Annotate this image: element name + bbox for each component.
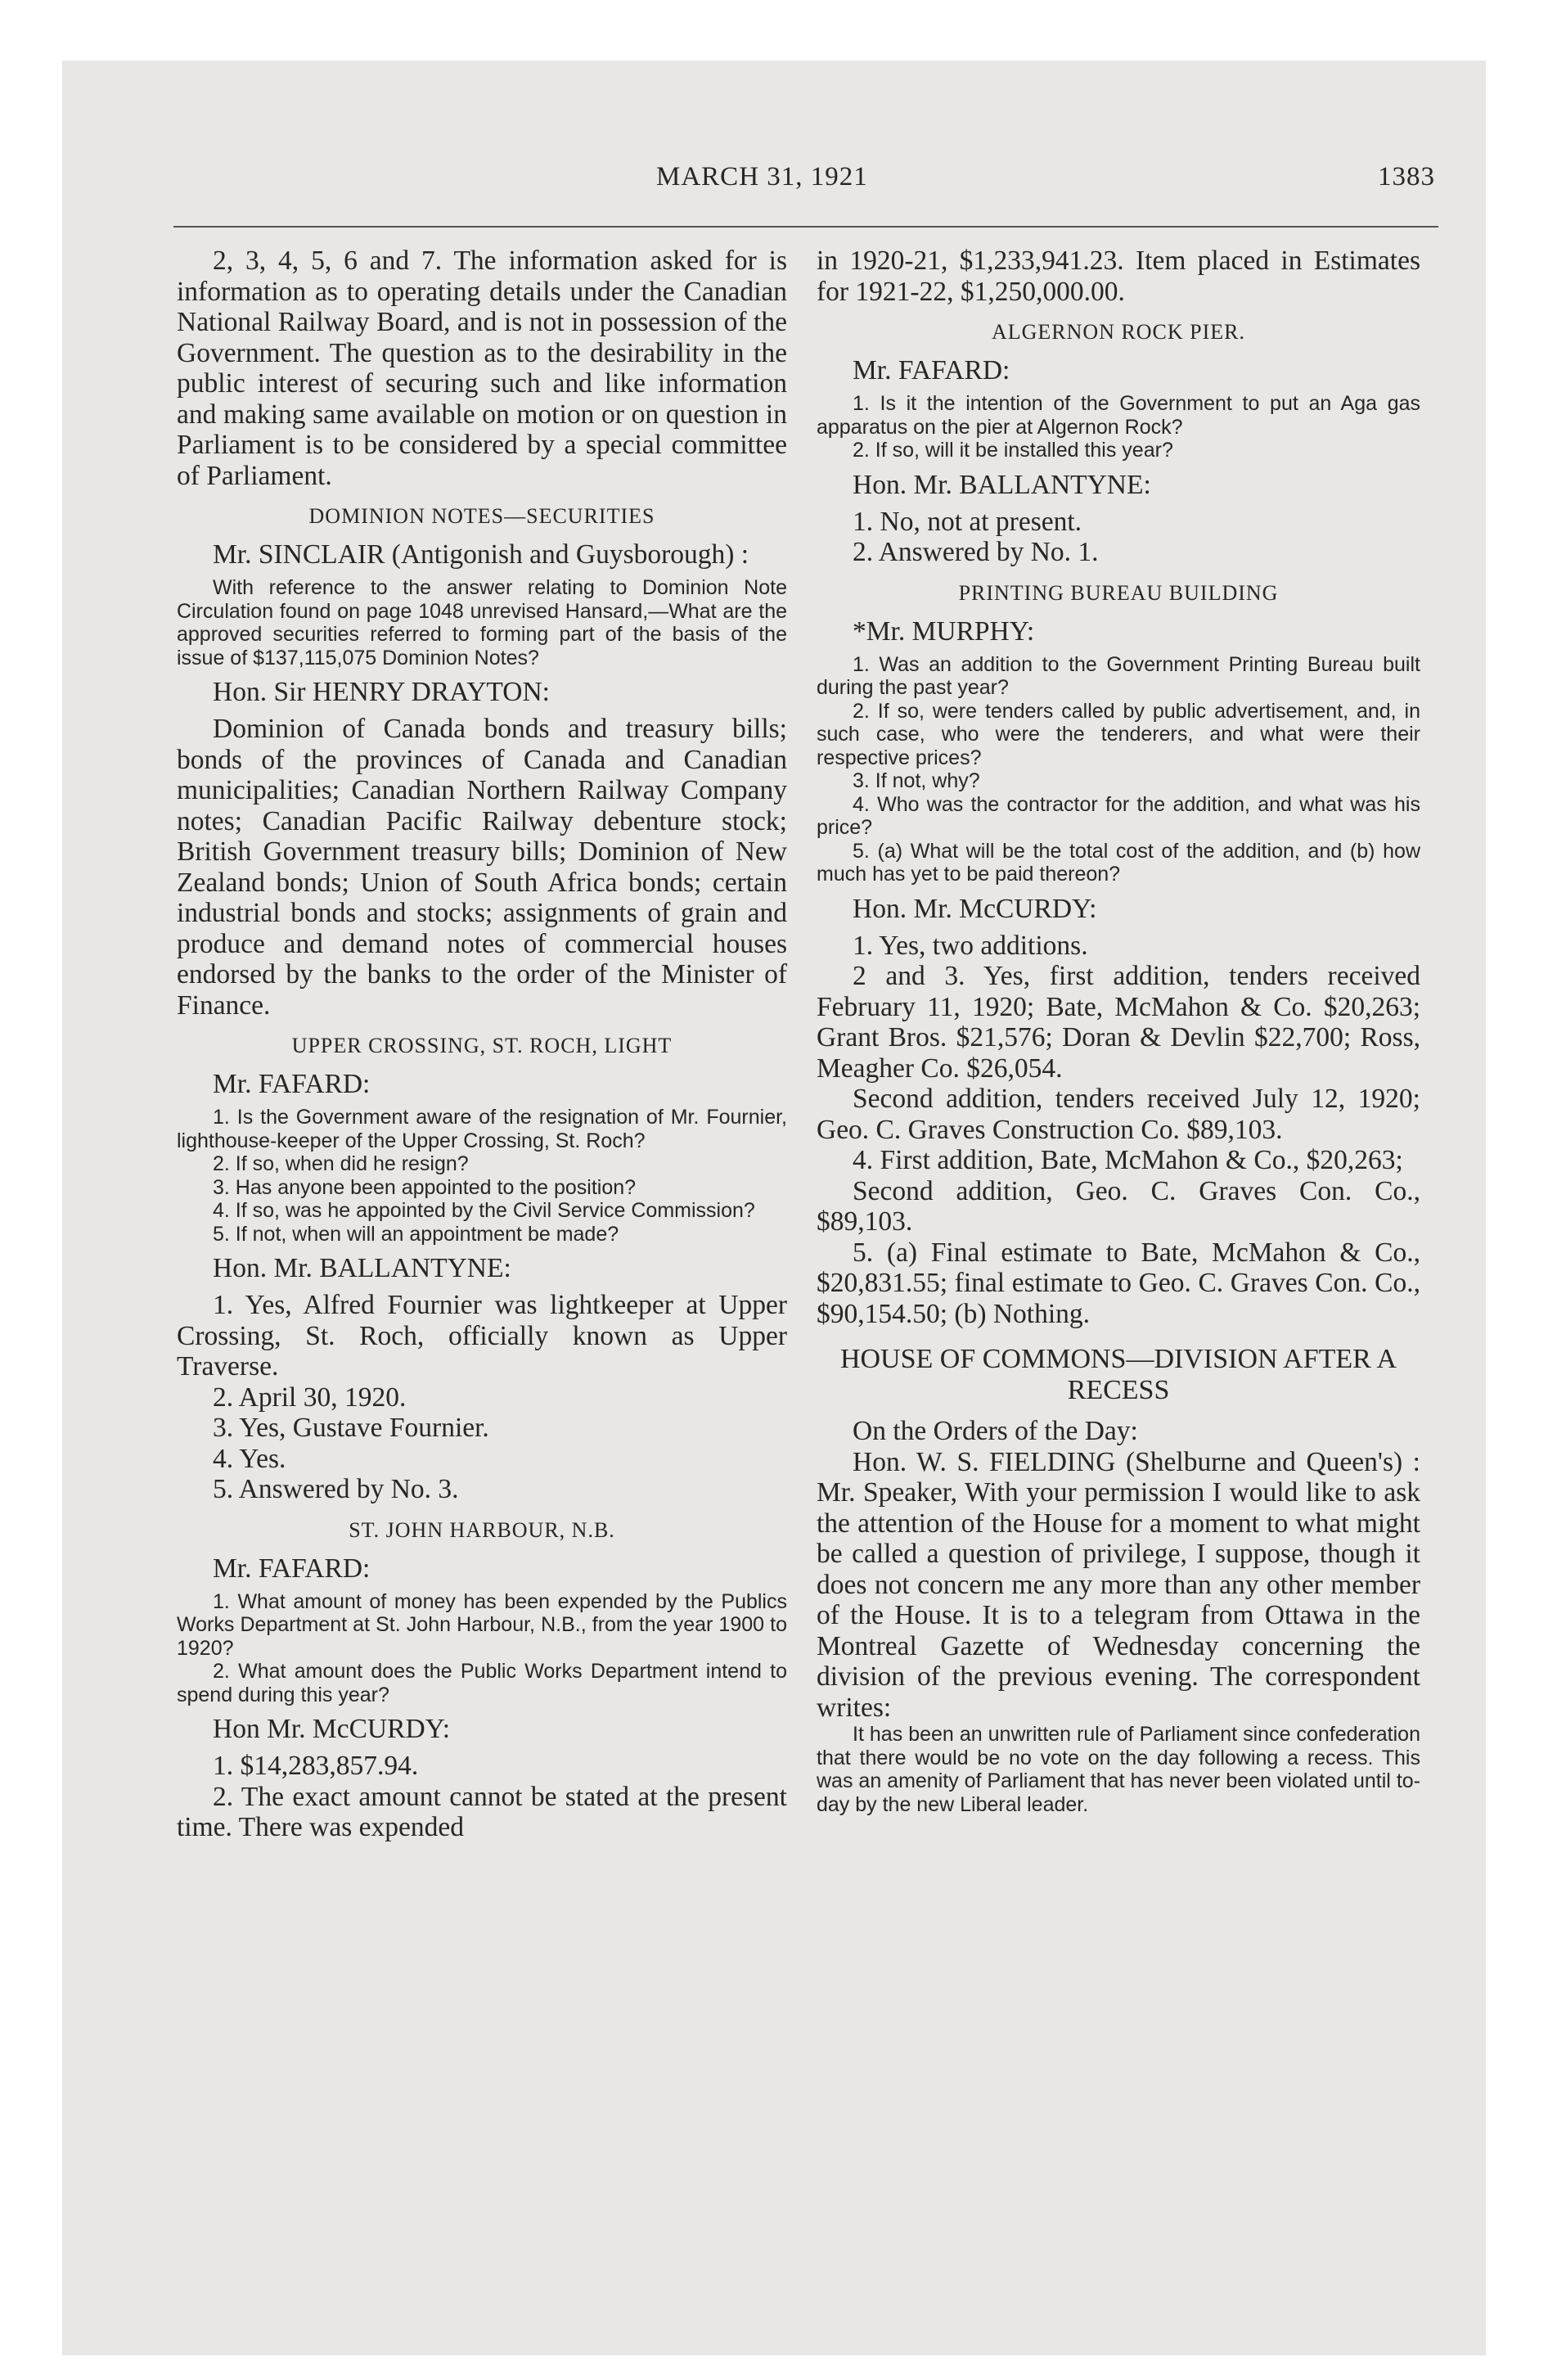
- paragraph: 2. April 30, 1920.: [213, 1382, 407, 1413]
- speaker-label: Mr. FAFARD:: [853, 355, 1010, 385]
- speaker-label: Mr. SINCLAIR (Antigonish and Guysborough) :: [213, 539, 749, 570]
- paragraph: 4. First addition, Bate, McMahon & Co., $20,263;: [853, 1145, 1403, 1175]
- paragraph: 5. Answered by No. 3.: [213, 1474, 459, 1504]
- paragraph: 1. Yes, two additions.: [853, 930, 1088, 961]
- header-rule: [173, 226, 1438, 228]
- paragraph: Dominion of Canada bonds and treasury bills; bonds of the provinces of Canada and Canadian municipalities; Canadian Northern Railway Company notes; Canadian Pacific Railway debenture stock; British Government treasury bills; Dominion of New Zealand bonds; Union of South Africa bonds; certain industrial bonds and stocks; assignments of grain and produce and demand notes of commercial houses endorsed by the banks to the order of the Minister of Finance.: [177, 714, 787, 1021]
- question-text: 2. What amount does the Public Works Department intend to spend during this year?: [177, 1660, 787, 1706]
- section-heading: UPPER CROSSING, ST. ROCH, LIGHT: [291, 1034, 673, 1057]
- question-text: It has been an unwritten rule of Parliament since confederation that there would be no vote on the day following a recess. This was an amenity of Parliament that has never been violated until to-day by the new Liberal leader.: [817, 1723, 1420, 1816]
- header-date: MARCH 31, 1921: [656, 162, 868, 192]
- speaker-label: Hon. Mr. BALLANTYNE:: [853, 469, 1151, 500]
- speaker-label: *Mr. MURPHY:: [853, 615, 1035, 647]
- speaker-label: Hon. Mr. BALLANTYNE:: [213, 1253, 511, 1283]
- question-text: 1. Is the Government aware of the resignation of Mr. Fournier, lighthouse-keeper of the Upper Crossing, St. Roch?: [177, 1106, 787, 1152]
- paragraph: 4. Yes.: [213, 1443, 286, 1474]
- paragraph: 2. The exact amount cannot be stated at the present time. There was expended: [177, 1781, 787, 1842]
- paragraph: 2, 3, 4, 5, 6 and 7. The information asked for is information as to operating details under the Canadian National Railway Board, and is not in possession of the Government. The question as to the desirability in the public interest of securing such and like information and making same available on motion or on question in Parliament is to be considered by a special committee of Parliament.: [177, 246, 787, 491]
- question-text: 4. Who was the contractor for the addition, and what was his price?: [817, 792, 1420, 839]
- question-text: 3. If not, why?: [853, 769, 980, 792]
- page-header: [103, 162, 1445, 201]
- question-text: 5. If not, when will an appointment be made?: [213, 1222, 619, 1246]
- speaker-label: Hon. Mr. McCURDY:: [853, 893, 1097, 924]
- question-text: 1. Was an addition to the Government Printing Bureau built during the past year?: [817, 652, 1420, 699]
- question-text: 1. What amount of money has been expended by the Publics Works Department at St. John Harbour, N.B., from the year 1900 to 1920?: [177, 1589, 787, 1660]
- speaker-label: Hon Mr. McCURDY:: [213, 1714, 451, 1744]
- question-text: 5. (a) What will be the total cost of the addition, and (b) how much has yet to be paid thereon?: [817, 839, 1420, 886]
- section-heading: DOMINION NOTES—SECURITIES: [308, 504, 655, 528]
- paragraph: in 1920-21, $1,233,941.23. Item placed in Estimates for 1921-22, $1,250,000.00.: [817, 246, 1420, 307]
- paragraph: 2. Answered by No. 1.: [853, 537, 1099, 567]
- question-text: 2. If so, when did he resign?: [213, 1152, 469, 1175]
- paragraph: Second addition, Geo. C. Graves Con. Co., $89,103.: [817, 1175, 1420, 1237]
- section-heading: ST. JOHN HARBOUR, N.B.: [349, 1517, 615, 1542]
- paragraph: 3. Yes, Gustave Fournier.: [213, 1413, 489, 1443]
- left-column: [177, 246, 787, 1843]
- page-number: 1383: [1378, 162, 1435, 192]
- paragraph: 2 and 3. Yes, first addition, tenders received February 11, 1920; Bate, McMahon & Co. $20,263; Grant Bros. $21,576; Doran & Devlin $22,700; Ross, Meagher Co. $26,054.: [817, 961, 1420, 1084]
- speaker-label: Hon. Sir HENRY DRAYTON:: [213, 677, 550, 707]
- paragraph: 1. Yes, Alfred Fournier was lightkeeper at Upper Crossing, St. Roch, officially known as Upper Traverse.: [177, 1290, 787, 1382]
- section-heading: PRINTING BUREAU BUILDING: [958, 580, 1279, 605]
- document-page: [103, 61, 1445, 2355]
- question-text: 3. Has anyone been appointed to the position?: [213, 1175, 637, 1199]
- paragraph: 1. No, not at present.: [853, 506, 1082, 537]
- paragraph: 1. $14,283,857.94.: [213, 1751, 419, 1781]
- paragraph: Second addition, tenders received July 12, 1920; Geo. C. Graves Construction Co. $89,103.: [817, 1084, 1420, 1145]
- section-heading: ALGERNON ROCK PIER.: [991, 320, 1246, 344]
- question-text: 1. Is it the intention of the Government to put an Aga gas apparatus on the pier at Algernon Rock?: [817, 392, 1420, 439]
- question-text: 2. If so, were tenders called by public advertisement, and, in such case, who were the tenderers, and what were their respective prices?: [817, 699, 1420, 769]
- paragraph: 5. (a) Final estimate to Bate, McMahon & Co., $20,831.55; final estimate to Geo. C. Graves Con. Co., $90,154.50; (b) Nothing.: [817, 1237, 1420, 1329]
- question-text: 2. If so, will it be installed this year?: [853, 439, 1173, 462]
- paragraph: On the Orders of the Day:: [853, 1416, 1138, 1446]
- speaker-label: Mr. FAFARD:: [213, 1069, 371, 1099]
- paragraph: Hon. W. S. FIELDING (Shelburne and Queen's) : Mr. Speaker, With your permission I would like to ask the attention of the House for a moment to what might be called a question of privilege, I suppose, though it does not concern me any more than any other member of the House. It is to a telegram from Ottawa in the Montreal Gazette of Wednesday concerning the division of the previous evening. The correspondent writes:: [817, 1446, 1420, 1723]
- right-column: [817, 246, 1420, 1816]
- question-text: With reference to the answer relating to Dominion Note Circulation found on page 1048 unrevised Hansard,—What are the approved securities referred to forming part of the basis of the issue of $137,115,075 Dominion Notes?: [177, 576, 787, 669]
- question-text: 4. If so, was he appointed by the Civil Service Commission?: [213, 1199, 755, 1222]
- speaker-label: Mr. FAFARD:: [213, 1553, 371, 1584]
- major-heading: HOUSE OF COMMONS—DIVISION AFTER A RECESS: [839, 1344, 1397, 1405]
